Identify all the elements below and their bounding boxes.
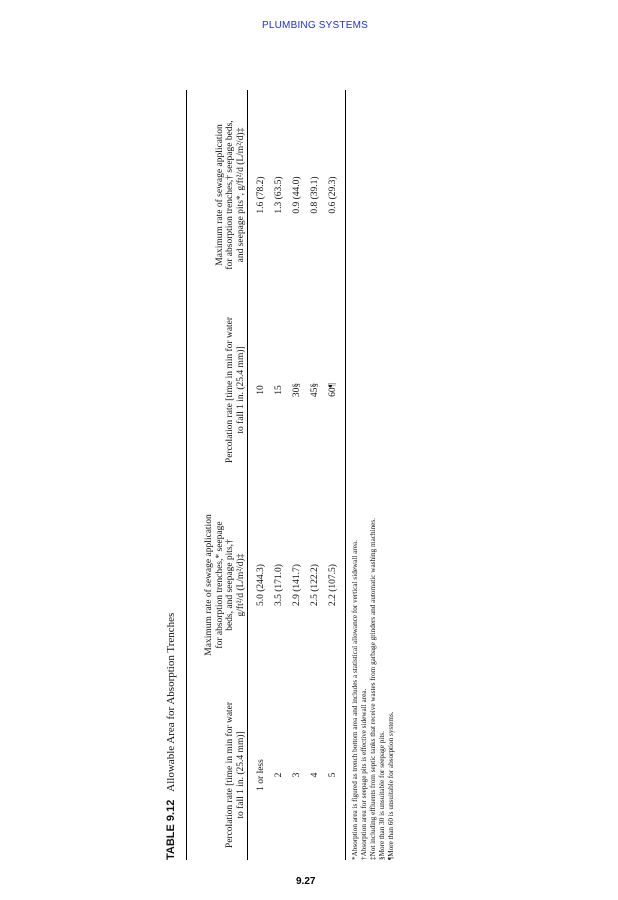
- running-head: PLUMBING SYSTEMS: [262, 20, 368, 31]
- table-caption: [165, 613, 177, 860]
- table-row: 4 2.5 (122.2) 45§ 0.8 (39.1): [310, 176, 320, 778]
- footnote: ¶More than 60 is unsuitable for absorption systems.: [387, 711, 395, 860]
- table-row: 1 or less 5.0 (244.3) 10 1.6 (78.2): [256, 176, 266, 791]
- table-row: 2 3.5 (171.0) 15 1.3 (63.5): [274, 176, 284, 778]
- table-header-rule: [247, 90, 248, 860]
- table-bottom-rule: [345, 90, 346, 860]
- footnote: §More than 30 is unsuitable for seepage pits.: [378, 731, 386, 860]
- table-title: Allowable Area for Absorption Trenches: [165, 612, 177, 792]
- rotated-table-block: [163, 90, 443, 860]
- header-percolation-rate-2: Percolation rate [time in min for water to fall 1 in. (25.4 mm)]: [225, 316, 246, 464]
- header-percolation-rate-1: Percolation rate [time in min for water to fall 1 in. (25.4 mm)]: [225, 701, 246, 849]
- table-row: 3 2.9 (141.7) 30§ 0.9 (44.0): [292, 176, 302, 778]
- table-number: TABLE 9.12: [165, 799, 177, 860]
- table-top-rule: [186, 90, 187, 860]
- footnote: *Absorption area is figured as trench bottom area and includes a statistical allowance for vertical sidewall area.: [351, 540, 359, 860]
- header-max-sewage-rate-1: Maximum rate of sewage application for absorption trenches,* seepage beds, and seepage pits,† g/ft²/d (L/m²/d)‡: [204, 514, 246, 656]
- footnote: †Absorption area for seepage pits is effective sidewall area.: [360, 688, 368, 860]
- page-number: 9.27: [296, 876, 316, 887]
- footnote: ‡Not including effluents from septic tanks that receive wastes from garbage grinders and automatic washing machines.: [369, 518, 377, 860]
- table-row: 5 2.2 (107.5) 60¶ 0.6 (29.3): [328, 176, 338, 778]
- header-max-sewage-rate-2: Maximum rate of sewage application for absorption trenches,† seepage beds, and seepage pits*, g/ft²/d (L/m²/d)‡: [214, 120, 246, 270]
